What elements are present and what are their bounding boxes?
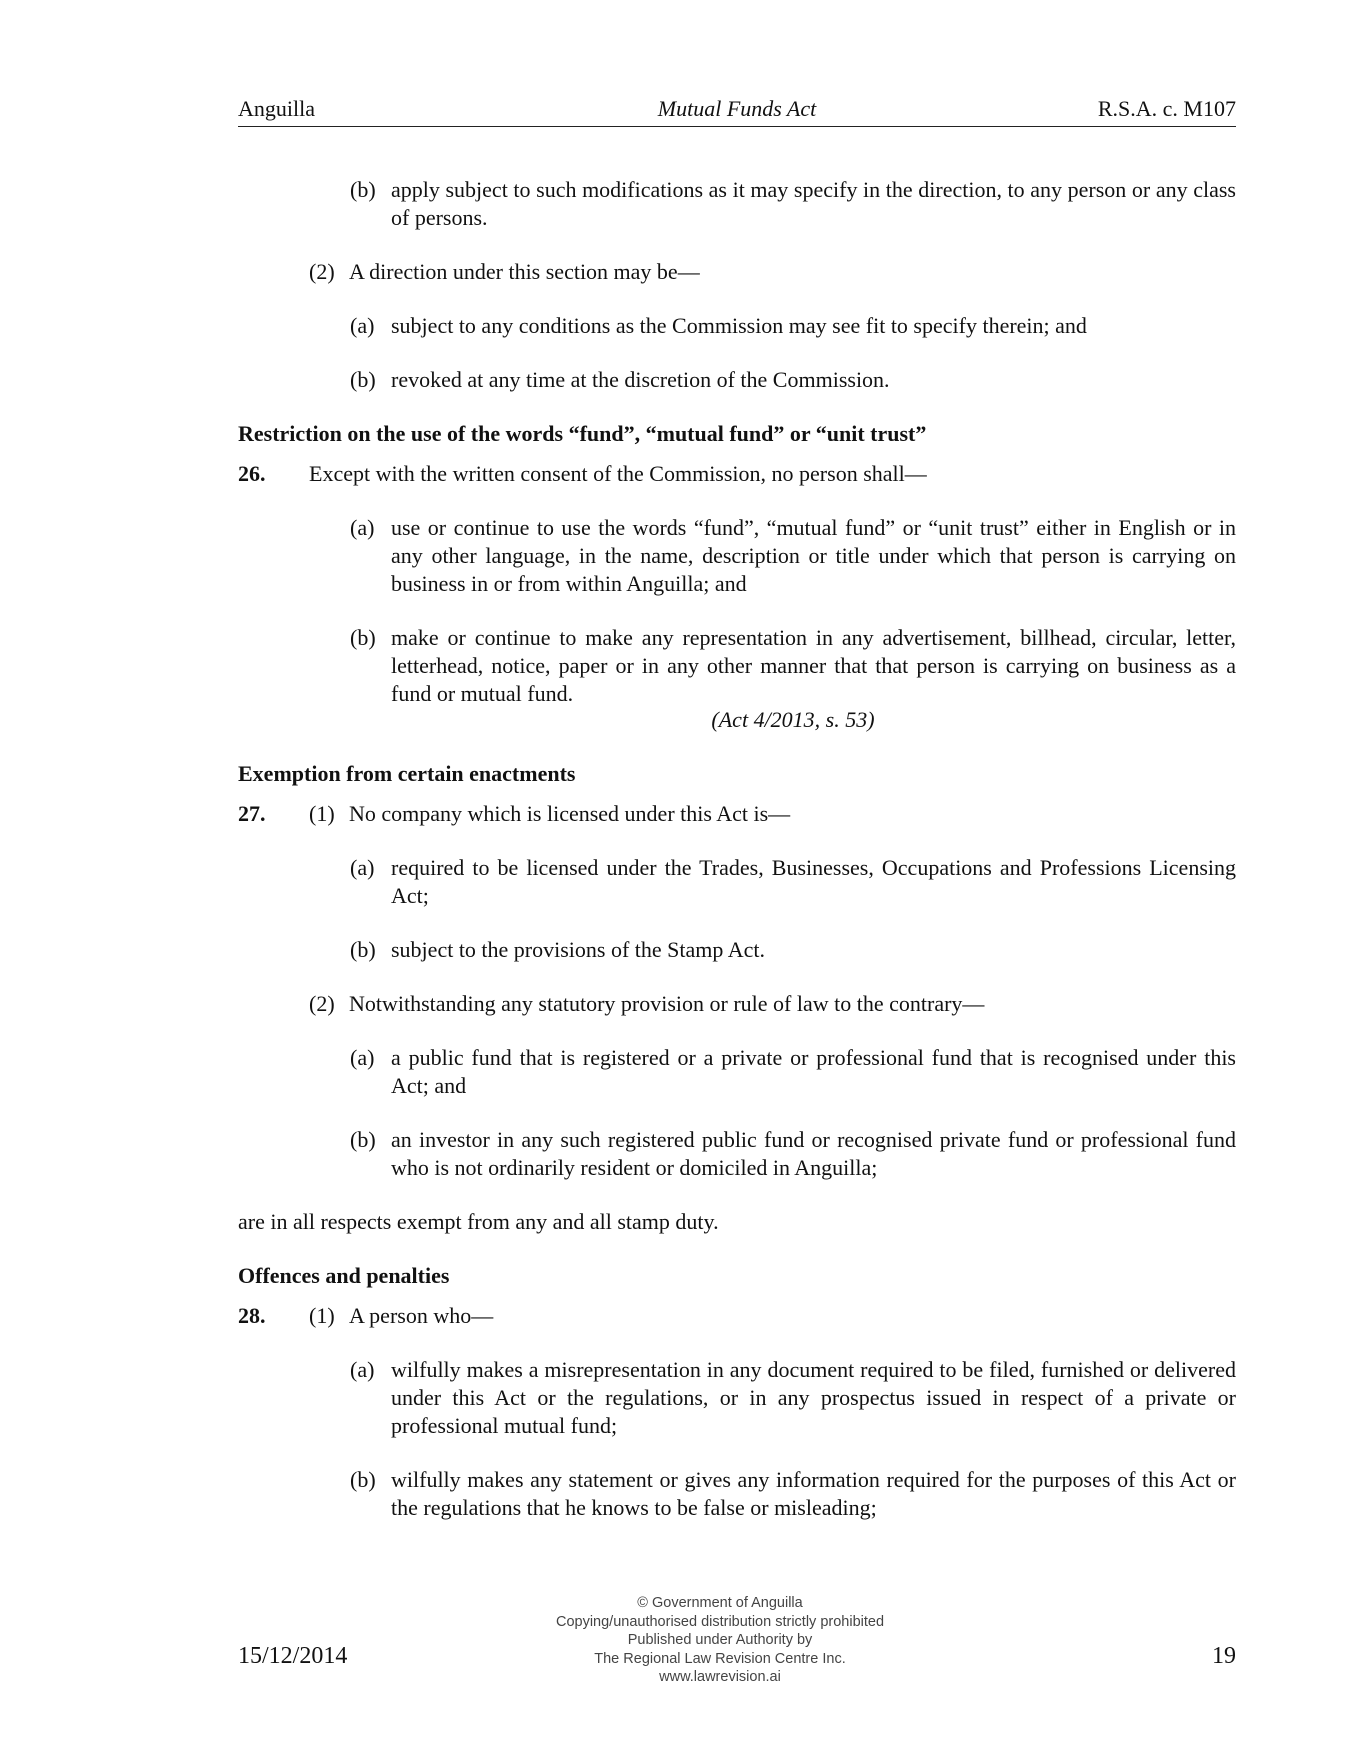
subsection-27-2 (309, 990, 1236, 1018)
section-number: 27. (238, 801, 266, 826)
paragraph-label: (b) (350, 367, 376, 392)
paragraph-label: (a) (350, 1045, 375, 1070)
paragraph-label: (b) (350, 1467, 376, 1492)
amendment-citation: (Act 4/2013, s. 53) (711, 707, 875, 732)
paragraph-25-2a (350, 312, 1236, 340)
paragraph-27-2b (350, 1126, 1236, 1182)
paragraph-text: make or continue to make any representation in any advertisement, billhead, circular, letter, letterhead, notice, paper or in any other manner that that person is carrying on business as a fund or mutual fund. (391, 625, 1236, 706)
header-chapter: R.S.A. c. M107 (1097, 96, 1236, 121)
section-number: 26. (238, 461, 266, 486)
running-header (238, 96, 1236, 127)
footer-copyright-notice (480, 1594, 960, 1687)
section-27-1 (238, 800, 1236, 828)
subsection-text: A person who— (349, 1303, 494, 1328)
footer-notice-line: The Regional Law Revision Centre Inc. (594, 1650, 846, 1667)
paragraph-label: (b) (350, 625, 376, 650)
section-27-closing-text: are in all respects exempt from any and all stamp duty. (238, 1209, 719, 1234)
subsection-text: A direction under this section may be— (349, 259, 700, 284)
paragraph-text: apply subject to such modifications as it may specify in the direction, to any person or any class of persons. (391, 177, 1236, 230)
paragraph-27-1a (350, 854, 1236, 910)
paragraph-label: (a) (350, 855, 375, 880)
paragraph-label: (b) (350, 937, 376, 962)
footer-notice-url: www.lawrevision.ai (659, 1669, 781, 1685)
paragraph-label: (a) (350, 1357, 375, 1382)
section-26-heading: Restriction on the use of the words “fund”, “mutual fund” or “unit trust” (238, 421, 927, 446)
subsection-label: (1) (309, 1303, 335, 1328)
footer-date: 15/12/2014 (238, 1643, 348, 1669)
paragraph-text: revoked at any time at the discretion of the Commission. (391, 367, 890, 392)
header-act-title: Mutual Funds Act (657, 96, 817, 121)
footer-notice-line: © Government of Anguilla (637, 1595, 803, 1611)
paragraph-label: (b) (350, 177, 376, 202)
subsection-text: No company which is licensed under this Act is— (349, 801, 791, 826)
paragraph-text: subject to any conditions as the Commission may see fit to specify therein; and (391, 313, 1087, 338)
paragraph-26a (350, 514, 1236, 598)
paragraph-text: required to be licensed under the Trades, Businesses, Occupations and Professions Licensing Act; (391, 855, 1236, 908)
paragraph-text: wilfully makes a misrepresentation in any document required to be filed, furnished or delivered under this Act or the regulations, or in any prospectus issued in respect of a private or professional mutual fund; (391, 1357, 1236, 1438)
page-number: 19 (1212, 1643, 1236, 1669)
subsection-label: (2) (309, 991, 335, 1016)
subsection-label: (1) (309, 801, 335, 826)
paragraph-text: a public fund that is registered or a private or professional fund that is recognised under this Act; and (391, 1045, 1236, 1098)
subsection-text: Notwithstanding any statutory provision or rule of law to the contrary— (349, 991, 985, 1016)
subsection-25-2 (309, 258, 1236, 286)
footer-notice-line: Published under Authority by (627, 1632, 813, 1648)
section-28-1 (238, 1302, 1236, 1330)
paragraph-25-1b (350, 176, 1236, 232)
paragraph-label: (a) (350, 515, 375, 540)
section-26 (238, 460, 1236, 488)
paragraph-text: an investor in any such registered public fund or recognised private fund or professional fund who is not ordinarily resident or domiciled in Anguilla; (391, 1127, 1236, 1180)
section-27-heading: Exemption from certain enactments (238, 761, 576, 786)
paragraph-27-1b (350, 936, 1236, 964)
subsection-label: (2) (309, 259, 335, 284)
paragraph-label: (b) (350, 1127, 376, 1152)
section-text: Except with the written consent of the Commission, no person shall— (309, 461, 927, 486)
section-number: 28. (238, 1303, 266, 1328)
paragraph-text: subject to the provisions of the Stamp Act. (391, 937, 765, 962)
footer-notice-line: Copying/unauthorised distribution strictly prohibited (555, 1613, 885, 1630)
header-jurisdiction: Anguilla (238, 96, 315, 121)
section-28-heading: Offences and penalties (238, 1263, 450, 1288)
paragraph-27-2a (350, 1044, 1236, 1100)
paragraph-label: (a) (350, 313, 375, 338)
paragraph-26b (350, 624, 1236, 708)
paragraph-28-1a (350, 1356, 1236, 1440)
paragraph-25-2b (350, 366, 1236, 394)
paragraph-28-1b (350, 1466, 1236, 1522)
paragraph-text: wilfully makes any statement or gives any information required for the purposes of this Act or the regulations that he knows to be false or misleading; (391, 1467, 1236, 1520)
paragraph-text: use or continue to use the words “fund”, “mutual fund” or “unit trust” either in English or in any other language, in the name, description or title under which that person is carrying on business in or from within Anguilla; and (391, 515, 1236, 596)
